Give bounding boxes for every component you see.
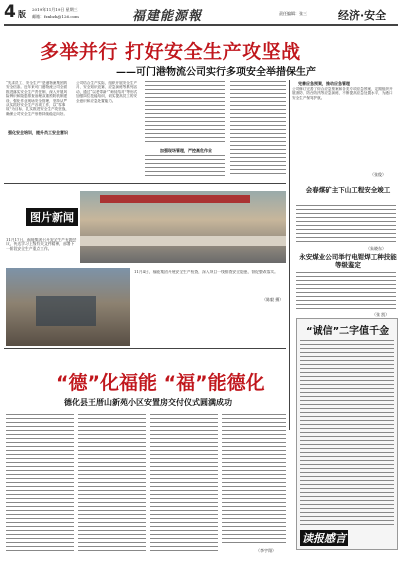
screen-banner bbox=[100, 195, 250, 203]
right-byline-1: （朱晓东） bbox=[366, 246, 386, 251]
right-headline-1: 会春煤矿主下山工程安全竣工 bbox=[305, 186, 391, 194]
photo-meeting bbox=[80, 191, 286, 263]
lead-subhead-1: 强化安全培训，提升员工安全意识 bbox=[8, 130, 68, 135]
issue-email: 邮箱：fznbzh@126.com bbox=[32, 14, 79, 19]
lead-subhead-2: 加强现场管理，严控高危作业 bbox=[160, 148, 212, 153]
photo-inspection bbox=[6, 268, 130, 346]
photo-credit: （陈毅 摄） bbox=[262, 297, 284, 302]
lead-byline: （张俊） bbox=[370, 172, 386, 177]
lead-subhead-3: 完善应急预案，推动应急管理 bbox=[298, 81, 350, 86]
divider-mid bbox=[4, 183, 286, 184]
lead-body-col1: “先求员工、安全生产”是港物流集团的安全信条。近年来可门港物流公司全面推进落实安全生产责任制，深入开展风险辨识和隐患排查治理双重预防机制建设，强化作业现场安全管理，坚持从严从实抓好安全生产各项工作，以“零事故”为目标，扎实推进安全生产攻坚战，确保公司安全生产形势持续稳定向好。 bbox=[6, 81, 69, 116]
photo-news-title: 图片新闻 bbox=[26, 208, 78, 226]
table-row bbox=[80, 236, 286, 246]
right-body-1 bbox=[296, 205, 396, 245]
lead-headline: 多举并行 打好安全生产攻坚战 bbox=[40, 41, 301, 63]
divider-bottom bbox=[4, 348, 286, 349]
editor-credit: 责任编辑：张三 bbox=[279, 11, 307, 16]
issue-date: 2019年11月19日 星期三 bbox=[32, 7, 78, 12]
bottom-headline: “德”化福能 “福”能德化 bbox=[56, 372, 265, 394]
header-rule bbox=[4, 24, 398, 26]
masthead bbox=[4, 3, 398, 29]
lead-body-col5: 公司修订完善了综合应急预案和各类专项应急预案，定期组织开展消防、防台防汛等应急演练，不断提高应急处置水平，为港口安全生产保驾护航。 bbox=[292, 87, 393, 100]
right-headline-2: 永安煤业公司举行电钳焊工种技能等级鉴定 bbox=[299, 253, 397, 269]
bottom-body-col2 bbox=[78, 414, 146, 554]
section-name: 经济·安全 bbox=[338, 9, 387, 22]
right-byline-2: （张 凯） bbox=[372, 312, 390, 317]
integrity-body bbox=[300, 340, 394, 526]
page-label: 版 bbox=[18, 10, 26, 19]
lead-body-col3 bbox=[145, 81, 225, 143]
integrity-headline: “诚信”二字值千金 bbox=[306, 326, 390, 337]
bottom-byline: （李宇翔） bbox=[256, 548, 276, 553]
photo-caption-1: 11月17日，福能集团召开安全生产专题会议，传达学习上级有关文件精神，部署下一阶段安全生产重点工作。 bbox=[6, 238, 77, 251]
reader-notice-label: 读报感言 bbox=[302, 532, 346, 545]
bottom-subheadline: 德化县王厝山新苑小区安置房交付仪式圆满成功 bbox=[64, 398, 232, 407]
photo-caption-2: 11月4日，福能集团开展安全生产检查，深入项目一线排查安全隐患，督促整改落实。 bbox=[134, 270, 278, 274]
bottom-body-col4 bbox=[222, 414, 286, 546]
lead-body-col4 bbox=[230, 81, 286, 176]
divider-vertical bbox=[289, 80, 290, 430]
lead-subheadline: ——可门港物流公司实行多项安全举措保生产 bbox=[116, 67, 316, 78]
paper-logo: 福建能源報 bbox=[132, 9, 203, 24]
bottom-body-col1 bbox=[6, 414, 74, 554]
bottom-body-col3 bbox=[150, 414, 218, 554]
worker-figures bbox=[36, 296, 96, 326]
page-number: 4 bbox=[4, 2, 16, 22]
lead-body-col2: 公司结合生产实际，组织开展安全生产月、安全知识竞赛、应急演练等系列活动，通过“以老带新”“师徒结对”等形式加强岗位技能培训，切实提高员工的安全意识和应急处置能力。 bbox=[76, 81, 138, 103]
lead-body-col3b bbox=[145, 155, 225, 177]
right-body-2 bbox=[296, 272, 396, 310]
